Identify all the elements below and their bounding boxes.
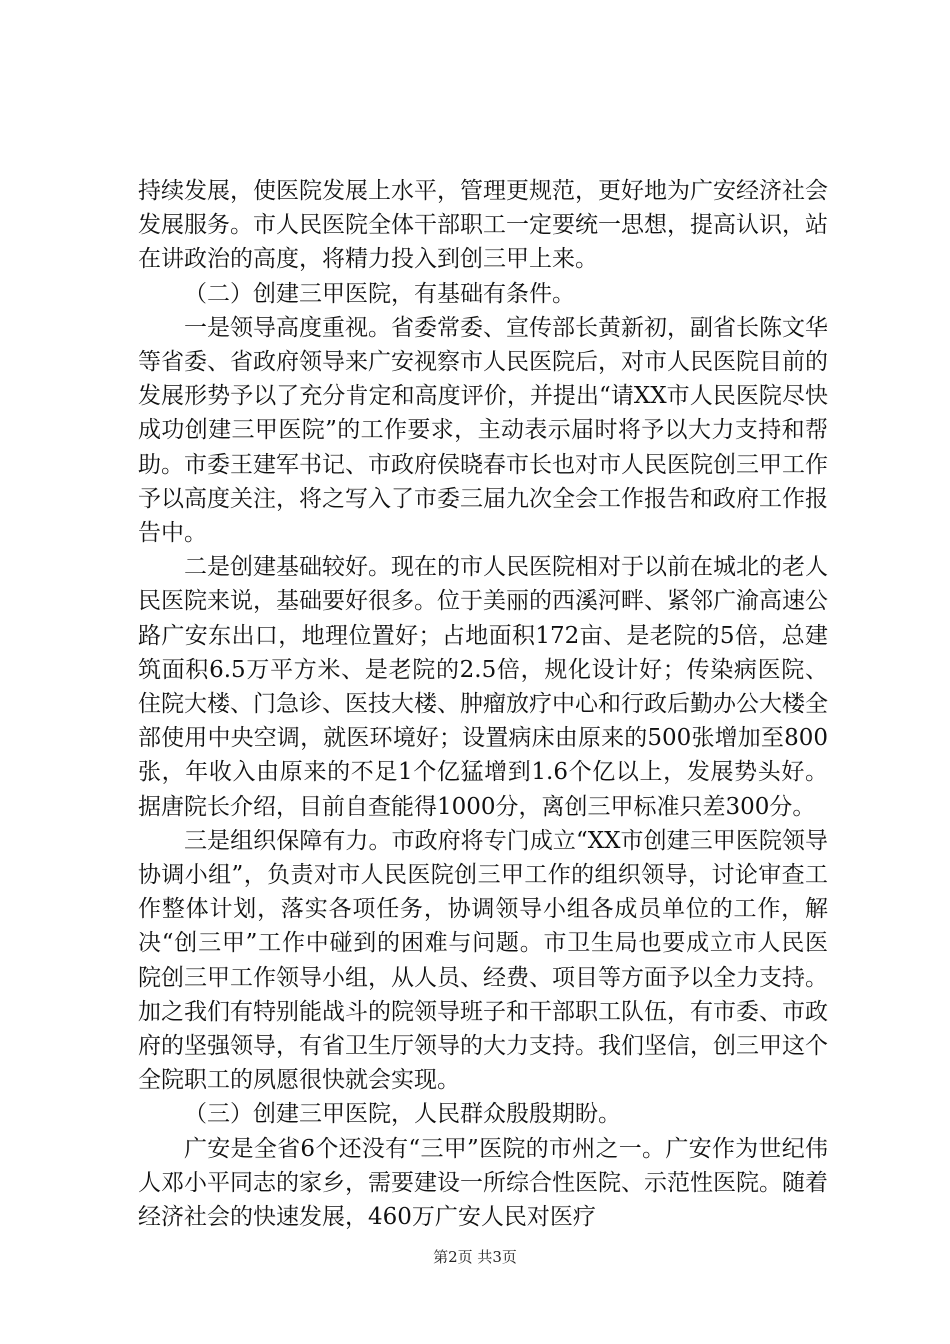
paragraph-leadership: 一是领导高度重视。省委常委、宣传部长黄新初，副省长陈文华等省委、省政府领导来广安视察市人民医院后，对市人民医院目前的发展形势予以了充分肯定和高度评价，并提出“请XX市人民医院尽快成功创建三甲医院”的工作要求，主动表示届时将予以大力支持和帮助。市委王建军书记、市政府侯晓春市长也对市人民医院创三甲工作予以高度关注，将之写入了市委三届九次全会工作报告和政府工作报告中。 xyxy=(138,314,828,547)
page-number-footer: 第2页 共3页 xyxy=(433,1248,517,1266)
paragraph-public-expectation: 广安是全省6个还没有“三甲”医院的市州之一。广安作为世纪伟人邓小平同志的家乡，需要建设一所综合性医院、示范性医院。随着经济社会的快速发展，460万广安人民对医疗 xyxy=(138,1135,828,1231)
paragraph-organization: 三是组织保障有力。市政府将专门成立“XX市创建三甲医院领导协调小组”，负责对市人民医院创三甲工作的组织领导，讨论审查工作整体计划，落实各项任务，协调领导小组各成员单位的工作，解决“创三甲”工作中碰到的困难与问题。市卫生局也要成立市人民医院创三甲工作领导小组，从人员、经费、项目等方面予以全力支持。加之我们有特别能战斗的院领导班子和干部职工队伍，有市委、市政府的坚强领导，有省卫生厅领导的大力支持。我们坚信，创三甲这个全院职工的夙愿很快就会实现。 xyxy=(138,827,828,1094)
section-heading-2: （二）创建三甲医院，有基础有条件。 xyxy=(184,280,575,307)
paragraph-foundation: 二是创建基础较好。现在的市人民医院相对于以前在城北的老人民医院来说，基础要好很多。位于美丽的西溪河畔、紧邻广渝高速公路广安东出口，地理位置好；占地面积172亩、是老院的5倍，总建筑面积6.5万平方米、是老院的2.5倍，规化设计好；传染病医院、住院大楼、门急诊、医技大楼、肿瘤放疗中心和行政后勤办公大楼全部使用中央空调，就医环境好；设置病床由原来的500张增加至800张，年收入由原来的不足1个亿猛增到1.6个亿以上，发展势头好。据唐院长介绍，目前自查能得1000分，离创三甲标准只差300分。 xyxy=(138,554,828,820)
paragraph-continuation: 持续发展，使医院发展上水平，管理更规范，更好地为广安经济社会发展服务。市人民医院全体干部职工一定要统一思想，提高认识，站在讲政治的高度，将精力投入到创三甲上来。 xyxy=(138,178,828,273)
document-body xyxy=(138,174,828,1234)
section-heading-3: （三）创建三甲医院，人民群众殷殷期盼。 xyxy=(184,1101,621,1128)
